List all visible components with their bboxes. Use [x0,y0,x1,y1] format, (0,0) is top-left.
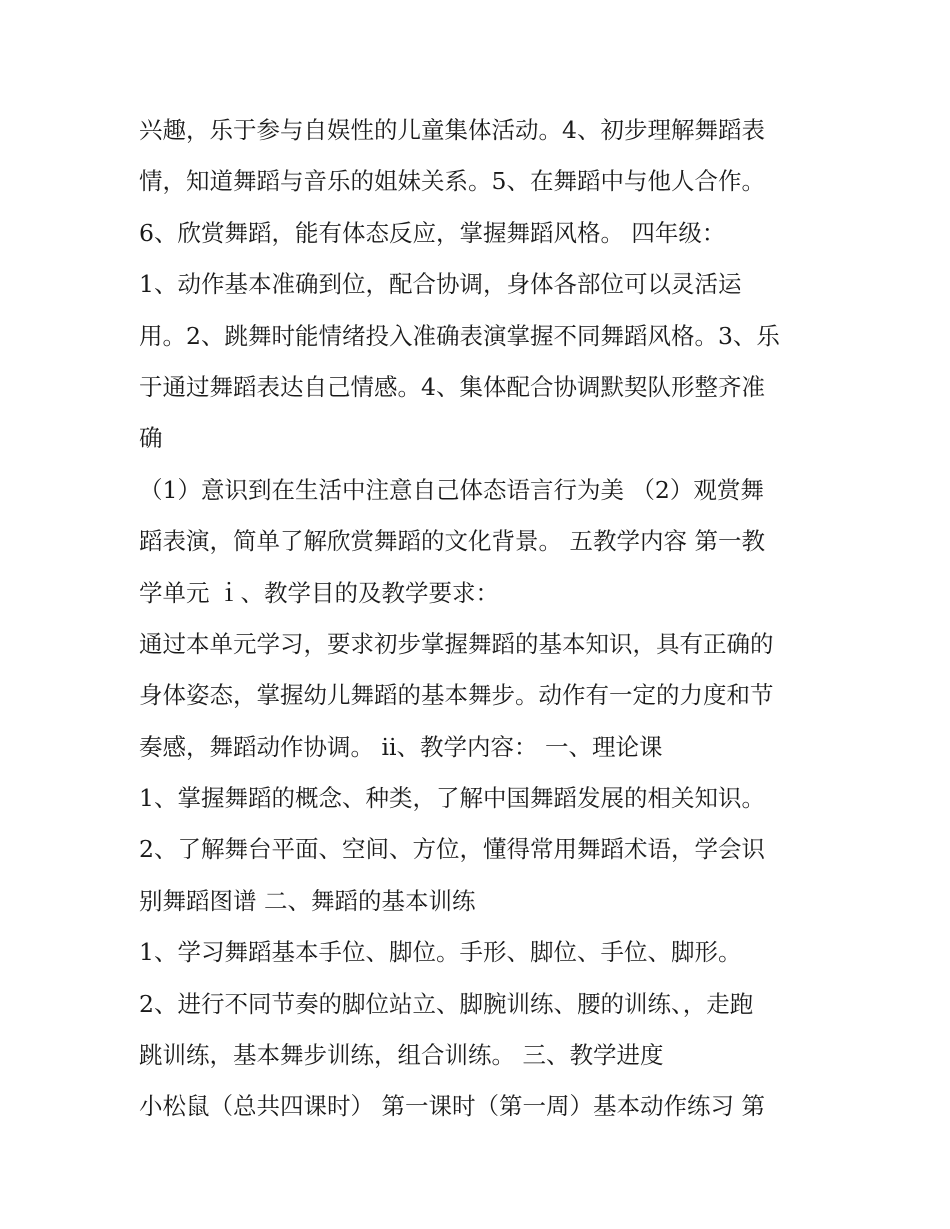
text-line: 跳训练，基本舞步训练，组合训练。 三、教学进度 [139,1041,664,1070]
text-line: 1、学习舞蹈基本手位、脚位。手形、脚位、手位、脚形。 [139,938,742,967]
text-line: 蹈表演，简单了解欣赏舞蹈的文化背景。 五教学内容 第一教 [139,527,765,556]
body-text [139,105,819,1133]
text-line: 小松鼠（总共四课时） 第一课时（第一周）基本动作练习 第 [139,1092,765,1121]
text-line: 1、掌握舞蹈的概念、种类，了解中国舞蹈发展的相关知识。 [139,784,765,813]
text-line: 于通过舞蹈表达自己情感。4、集体配合协调默契队形整齐准 [139,372,765,401]
text-line: 学单元 ｉ、教学目的及教学要求： [139,578,499,607]
text-line: 2、进行不同节奏的脚位站立、脚腕训练、腰的训练、，走跑 [139,989,754,1018]
text-line: 2、了解舞台平面、空间、方位，懂得常用舞蹈术语，学会识 [139,835,765,864]
text-line: 情，知道舞蹈与音乐的姐妹关系。5、在舞蹈中与他人合作。 [139,167,765,196]
text-line: 奏感，舞蹈动作协调。 ⅱ、教学内容： 一、理论课 [139,732,663,761]
text-line: 兴趣，乐于参与自娱性的儿童集体活动。4、初步理解舞蹈表 [139,116,765,144]
text-line: 6、欣赏舞蹈，能有体态反应，掌握舞蹈风格。 四年级： [139,218,726,247]
text-line: 通过本单元学习，要求初步掌握舞蹈的基本知识，具有正确的 [139,629,774,658]
text-line: （1）意识到在生活中注意自己体态语言行为美 （2）观赏舞 [139,475,764,504]
text-line: 别舞蹈图谱 二、舞蹈的基本训练 [139,886,476,915]
text-line: 身体姿态，掌握幼儿舞蹈的基本舞步。动作有一定的力度和节 [139,681,774,710]
text-line: 确 [139,424,163,453]
text-line: 用。2、跳舞时能情绪投入准确表演掌握不同舞蹈风格。3、乐 [139,321,780,350]
text-line: 1、动作基本准确到位，配合协调，身体各部位可以灵活运 [139,270,742,299]
